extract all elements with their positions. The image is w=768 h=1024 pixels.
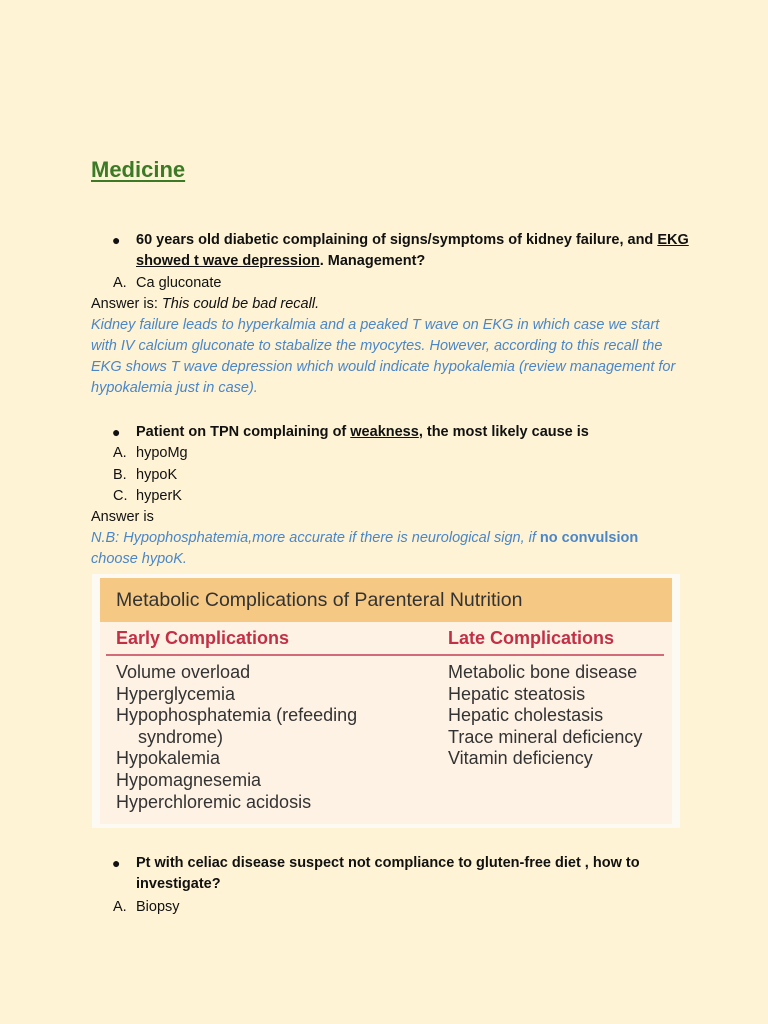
list-item: Hypophosphatemia (refeeding — [116, 705, 358, 726]
list-item: Metabolic bone disease — [448, 662, 638, 682]
question-2-underlined: weakness — [350, 424, 419, 440]
q1-answer-value: This could be bad recall. — [161, 296, 320, 312]
question-1-text: 60 years old diabetic complaining of signs/symptoms of kidney failure, and EKG showed t wave depression. Management? — [136, 232, 689, 269]
list-item: Hypokalemia — [116, 748, 221, 769]
figure-body — [100, 622, 672, 824]
q2-note: N.B: Hypophosphatemia,more accurate if there is neurological sign, if no convulsion choose hypoK. — [91, 530, 639, 567]
q2-note-bold: no convulsion — [539, 530, 639, 546]
complications-table-figure — [92, 574, 680, 828]
list-item: syndrome) — [138, 726, 224, 747]
q2-option-b: B. hypoK — [113, 467, 178, 483]
q1-answer: Answer is: This could be bad recall. — [91, 296, 320, 312]
list-item: Hepatic steatosis — [448, 683, 586, 704]
early-complications-list — [116, 662, 357, 813]
question-3 — [112, 853, 692, 895]
list-item: Hyperchloremic acidosis — [116, 791, 312, 812]
list-item: Hypomagnesemia — [116, 769, 262, 790]
q2-option-c: C. hyperK — [113, 488, 182, 504]
question-3-text: Pt with celiac disease suspect not compliance to gluten-free diet , how to investigate? — [136, 855, 640, 892]
q1-option-a: A. Ca gluconate — [113, 275, 222, 291]
question-2 — [112, 422, 692, 443]
question-1-underlined: EKG showed t wave depression — [136, 232, 689, 269]
early-complications-header: Early Complications — [116, 628, 290, 648]
list-item: Trace mineral deficiency — [448, 726, 643, 747]
figure-title: Metabolic Complications of Parenteral Nutrition — [100, 578, 672, 622]
question-1 — [112, 230, 692, 272]
list-item: Volume overload — [116, 662, 251, 682]
list-item: Hyperglycemia — [116, 683, 236, 704]
q2-answer: Answer is — [91, 509, 154, 525]
section-title: Medicine — [91, 157, 186, 182]
list-item: Hepatic cholestasis — [448, 705, 604, 726]
q2-option-a: A. hypoMg — [113, 445, 188, 461]
late-complications-list — [448, 662, 642, 770]
header-divider — [106, 654, 664, 656]
bullet-icon: ● — [112, 855, 121, 871]
q3-option-a: A. Biopsy — [113, 899, 180, 915]
q1-explanation: Kidney failure leads to hyperkalmia and a peaked T wave on EKG in which case we start with IV calcium gluconate to stabalize the myocytes. However, according to this recall the EKG shows T wave depression which would indicate hypokalemia (review management for hypokalemia just in case). — [91, 317, 676, 396]
late-complications-header: Late Complications — [448, 628, 615, 648]
bullet-icon: ● — [112, 232, 121, 248]
bullet-icon: ● — [112, 424, 121, 440]
list-item: Vitamin deficiency — [448, 748, 593, 769]
question-2-text: Patient on TPN complaining of weakness, the most likely cause is — [136, 424, 589, 440]
